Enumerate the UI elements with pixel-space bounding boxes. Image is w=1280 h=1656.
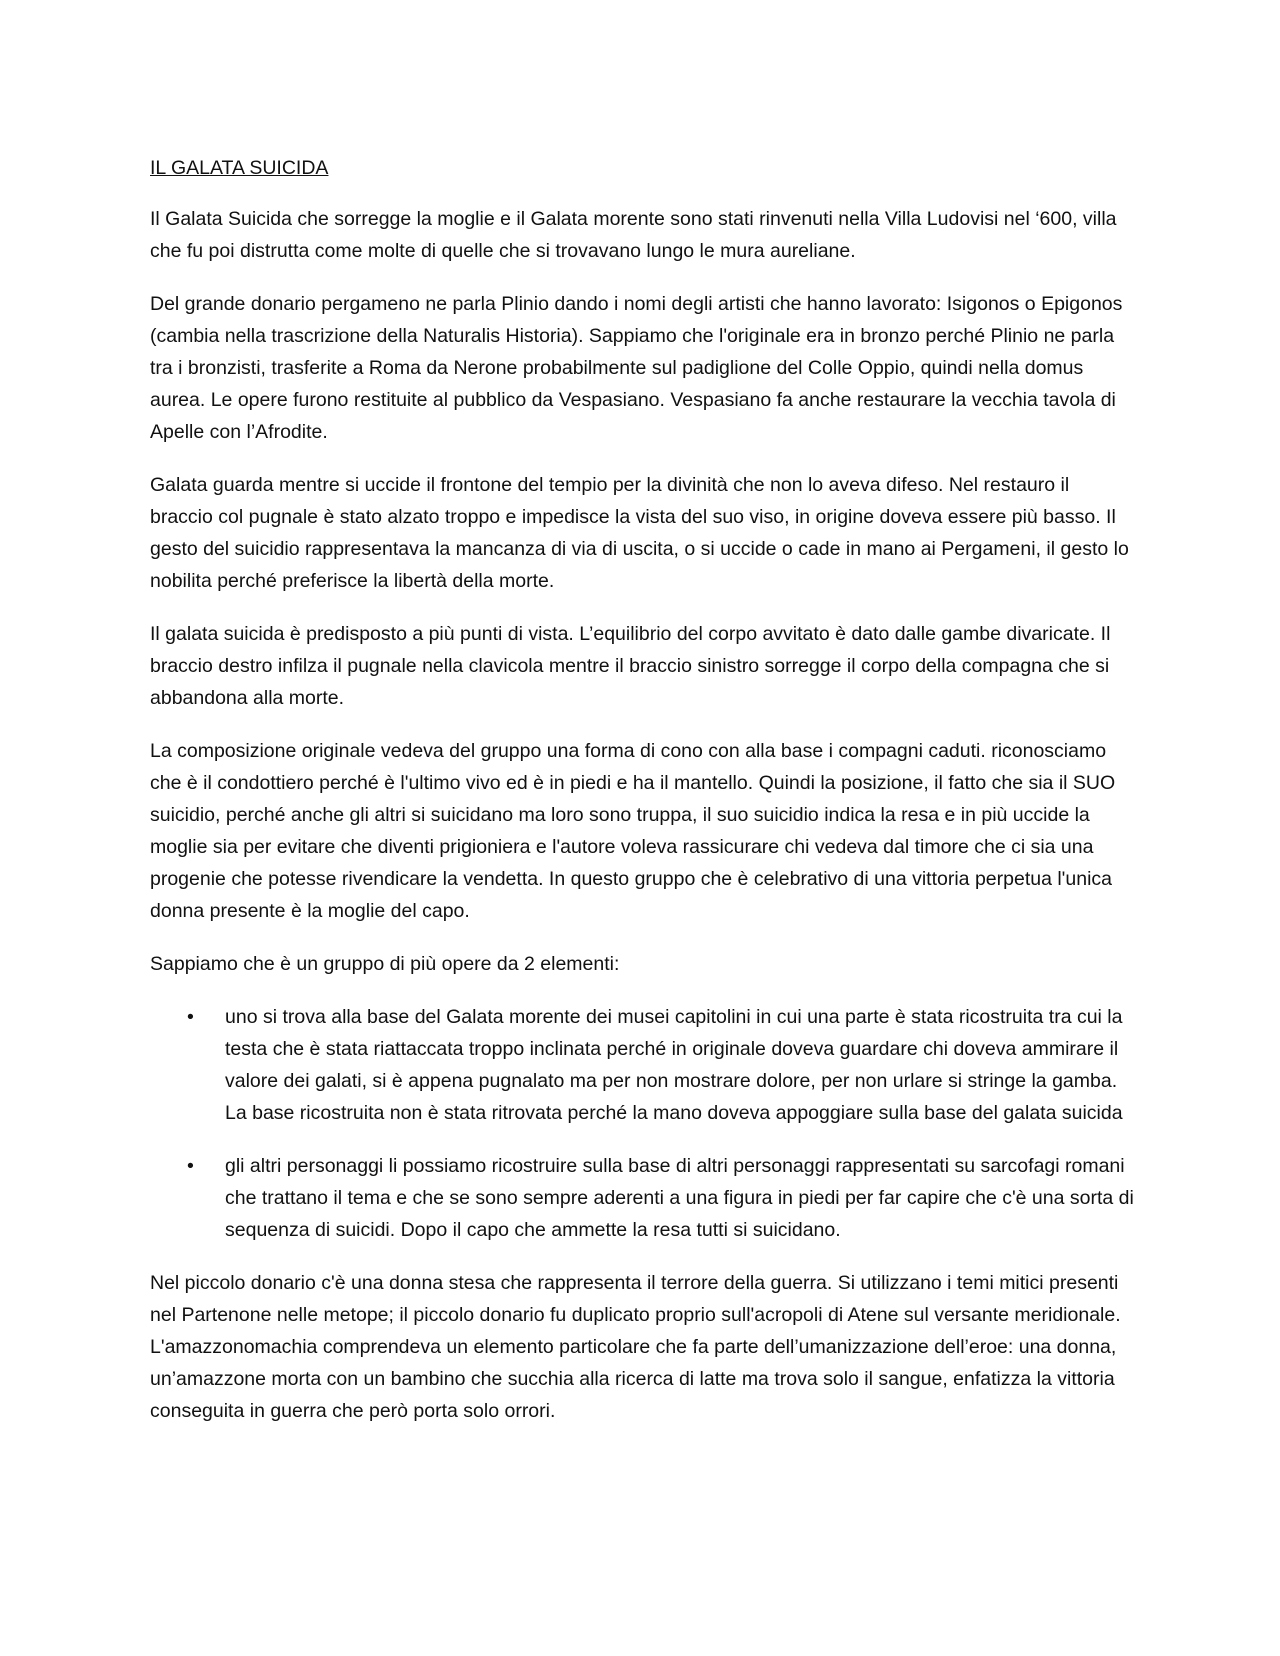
paragraph-discovery: Il Galata Suicida che sorregge la moglie e il Galata morente sono stati rinvenuti nella Villa Ludovisi nel ‘600, villa che fu poi distrutta come molte di quelle che si trovavano lungo le mura aureliane. [150,208,1117,262]
list-item [150,1001,1135,1129]
bullet-list [150,1001,1135,1246]
list-item-text: gli altri personaggi li possiamo ricostruire sulla base di altri personaggi rappresentati su sarcofagi romani che trattano il tema e che se sono sempre aderenti a una figura in piedi per far capire che c'è una sorta di sequenza di suicidi. Dopo il capo che ammette la resa tutti si suicidano. [225,1155,1134,1241]
document-body [150,152,1135,1448]
paragraph-punti-di-vista: Il galata suicida è predisposto a più punti di vista. L’equilibrio del corpo avvitato è dato dalle gambe divaricate. Il braccio destro infilza il pugnale nella clavicola mentre il braccio sinistro sorregge il corpo della compagna che si abbandona alla morte. [150,623,1111,709]
paragraph-composizione: La composizione originale vedeva del gruppo una forma di cono con alla base i compagni caduti. riconosciamo che è il condottiero perché è l'ultimo vivo ed è in piedi e ha il mantello. Quindi la posizione, il fatto che sia il SUO suicidio, perché anche gli altri si suicidano ma loro sono truppa, il suo suicidio indica la resa e in più uccide la moglie sia per evitare che diventi prigioniera e l'autore voleva rassicurare chi vedeva dal timore che ci sia una progenie che potesse rivendicare la vendetta. In questo gruppo che è celebrativo di una vittoria perpetua l'unica donna presente è la moglie del capo. [150,740,1116,922]
list-item [150,1150,1135,1246]
document-title: IL GALATA SUICIDA [150,157,329,179]
list-item-text: uno si trova alla base del Galata morente dei musei capitolini in cui una parte è stata ricostruita tra cui la testa che è stata riattaccata troppo inclinata perché in originale doveva guardare chi doveva ammirare il valore dei galati, si è appena pugnalato ma per non mostrare dolore, per non urlare si stringe la gamba. La base ricostruita non è stata ritrovata perché la mano doveva appoggiare sulla base del galata suicida [225,1006,1123,1124]
bullet-icon: • [187,1006,194,1028]
paragraph-piccolo-donario: Nel piccolo donario c'è una donna stesa che rappresenta il terrore della guerra. Si utilizzano i temi mitici presenti nel Partenone nelle metope; il piccolo donario fu duplicato proprio sull'acropoli di Atene sul versante meridionale. L'amazzonomachia comprendeva un elemento particolare che fa parte dell’umanizzazione dell’eroe: una donna, un’amazzone morta con un bambino che succhia alla ricerca di latte ma trova solo il sangue, enfatizza la vittoria conseguita in guerra che però porta solo orrori. [150,1272,1121,1422]
paragraph-restauro: Galata guarda mentre si uccide il frontone del tempio per la divinità che non lo aveva difeso. Nel restauro il braccio col pugnale è stato alzato troppo e impedisce la vista del suo viso, in origine doveva essere più basso. Il gesto del suicidio rappresentava la mancanza di via di uscita, o si uccide o cade in mano ai Pergameni, il gesto lo nobilita perché preferisce la libertà della morte. [150,474,1129,592]
paragraph-elementi-intro: Sappiamo che è un gruppo di più opere da 2 elementi: [150,953,620,975]
paragraph-plinio: Del grande donario pergameno ne parla Plinio dando i nomi degli artisti che hanno lavorato: Isigonos o Epigonos (cambia nella trascrizione della Naturalis Historia). Sappiamo che l'originale era in bronzo perché Plinio ne parla tra i bronzisti, trasferite a Roma da Nerone probabilmente sul padiglione del Colle Oppio, quindi nella domus aurea. Le opere furono restituite al pubblico da Vespasiano. Vespasiano fa anche restaurare la vecchia tavola di Apelle con l’Afrodite. [150,293,1123,443]
bullet-icon: • [187,1155,194,1177]
